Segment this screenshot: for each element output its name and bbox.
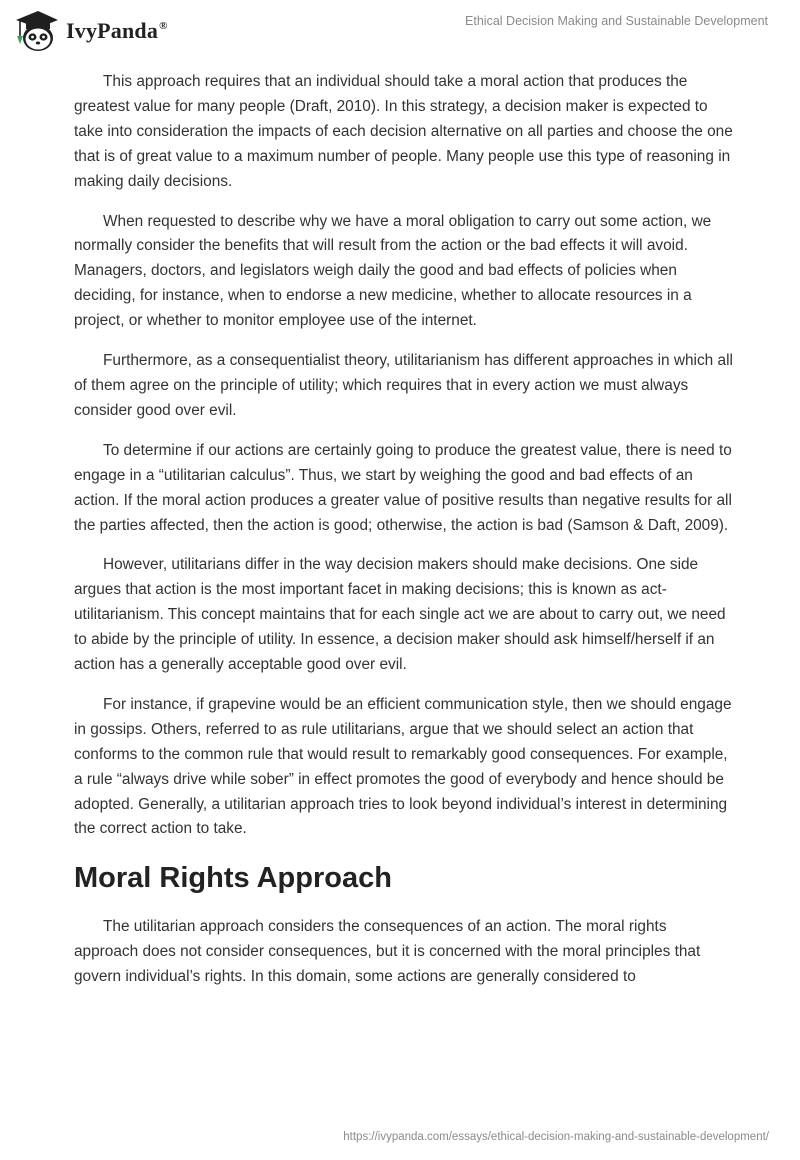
paragraph: When requested to describe why we have a moral obligation to carry out some action, we normally consider the benefits that will result from the action or the bad effects it will avoid. Managers, doctors, and legislators weigh daily the good and bad effects of policies when deciding, for instance, when to endorse a new medicine, whether to allocate resources in a project, or whether to monitor employee use of the internet.: [74, 212, 712, 330]
article-body: [74, 70, 734, 1005]
brand-logo[interactable]: [14, 9, 168, 53]
page-header: [0, 0, 800, 60]
panda-graduate-icon: [14, 9, 60, 53]
paragraph: To determine if our actions are certainly going to produce the greatest value, there is need to engage in a “utilitarian calculus”. Thus, we start by weighing the good and bad effects of an action. If the moral action produces a greater value of positive results than negative results for all the parties affected, then the action is good; otherwise, the action is bad (Samson & Daft, 2009).: [74, 441, 732, 534]
document-title: Ethical Decision Making and Sustainable Development: [465, 14, 768, 28]
section-heading: Moral Rights Approach: [74, 862, 392, 895]
paragraph: For instance, if grapevine would be an efficient communication style, then we should engage in gossips. Others, referred to as rule utilitarians, argue that we should select an action that conforms to the common rule that would result to remarkably good consequences. For example, a rule “always drive while sober” in effect promotes the good of everybody and hence should be adopted. Generally, a utilitarian approach tries to look beyond individual’s interest in determining the correct action to take.: [74, 695, 732, 838]
paragraph: This approach requires that an individual should take a moral action that produces the greatest value for many people (Draft, 2010). In this strategy, a decision maker is expected to take into consideration the impacts of each decision alternative on all parties and choose the one that is of great value to a maximum number of people. Many people use this type of reasoning in making daily decisions.: [74, 73, 733, 190]
paragraph: The utilitarian approach considers the consequences of an action. The moral rights approach does not consider consequences, but it is concerned with the moral principles that govern individual’s rights. In this domain, some actions are generally considered to: [74, 918, 701, 986]
paragraph: However, utilitarians differ in the way decision makers should make decisions. One side argues that action is the most important facet in making decisions; this is known as act-utilitarianism. This concept maintains that for each single act we are about to carry out, we need to abide by the principle of utility. In essence, a decision maker should ask himself/herself if an action has a generally acceptable good over evil.: [74, 556, 726, 674]
paragraph: Furthermore, as a consequentialist theory, utilitarianism has different approaches in which all of them agree on the principle of utility; which requires that in every action we must always consider good over evil.: [74, 352, 733, 419]
brand-name: IvyPanda®: [66, 18, 168, 43]
source-url[interactable]: https://ivypanda.com/essays/ethical-decision-making-and-sustainable-development/: [343, 1131, 769, 1143]
registered-mark: ®: [159, 20, 168, 32]
